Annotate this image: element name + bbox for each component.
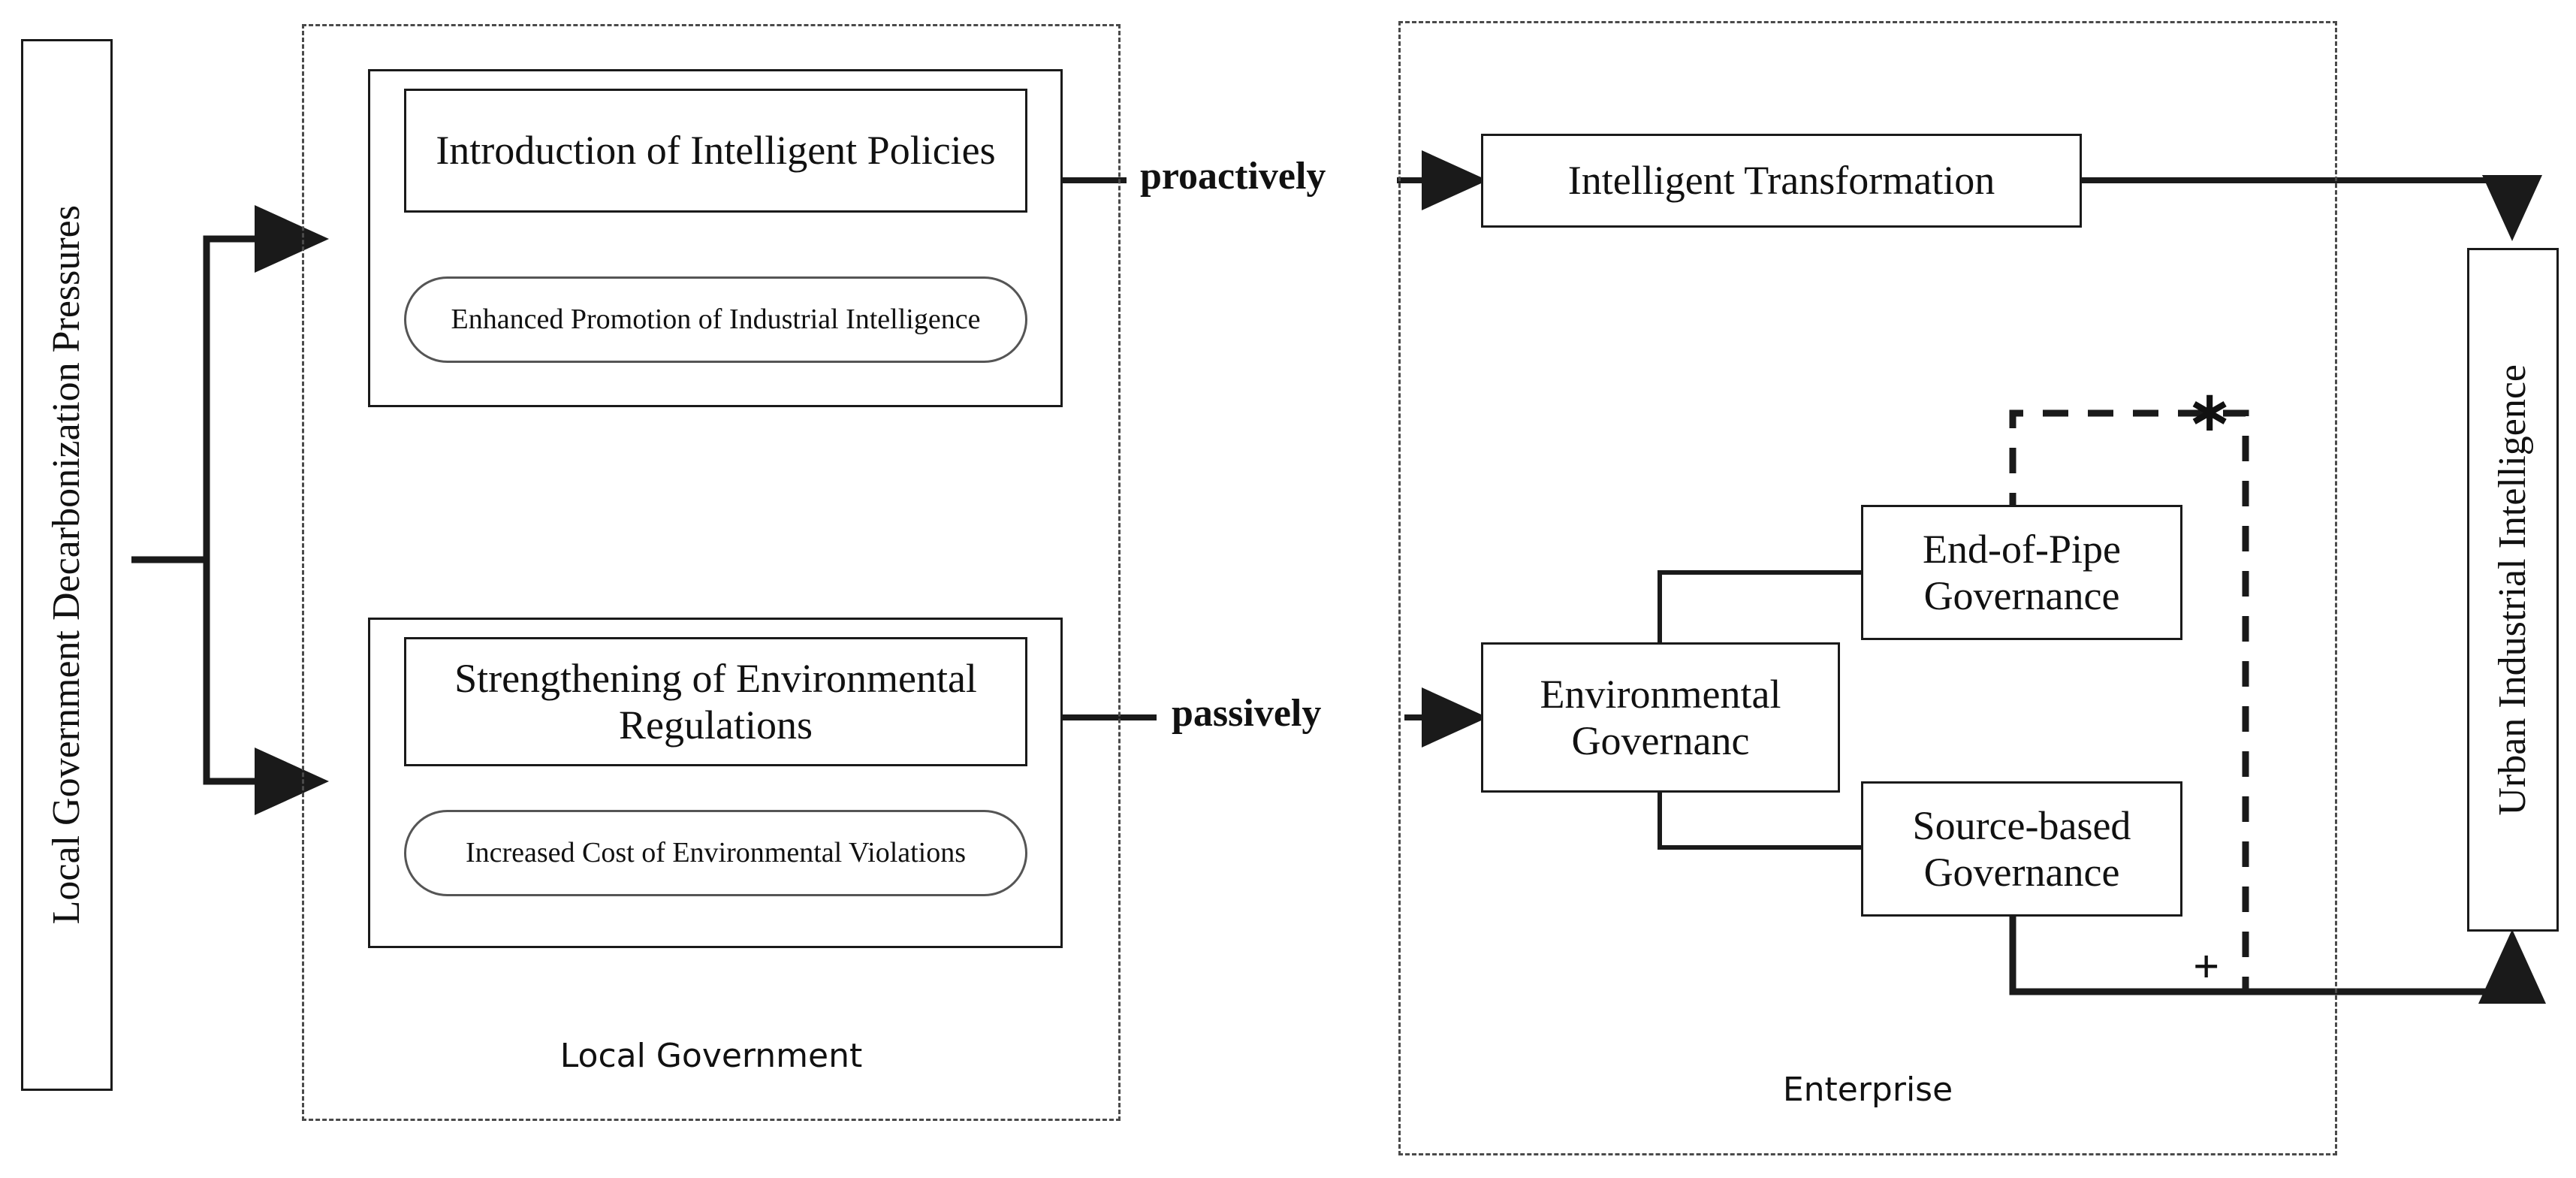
node-source-based-governance[interactable] (1861, 781, 2182, 917)
group-enterprise-label: Enterprise (1782, 1071, 1953, 1109)
node-environmental-governance[interactable] (1481, 642, 1840, 793)
node-source-based-governance-label: Source-based Governance (1912, 802, 2131, 895)
edge-pressures-branch (131, 239, 315, 781)
node-intelligent-policies[interactable] (404, 89, 1027, 213)
node-enhanced-promotion-label: Enhanced Promotion of Industrial Intelligence (451, 303, 981, 335)
pressures-label: Local Government Decarbonization Pressures (45, 205, 89, 925)
node-urban-industrial-intelligence[interactable] (2467, 248, 2559, 932)
node-end-of-pipe-governance-label: End-of-Pipe Governance (1923, 526, 2121, 618)
sign-negative: ∗ (2187, 382, 2233, 442)
node-urban-industrial-intelligence-label: Urban Industrial Intelligence (2491, 364, 2535, 816)
node-environmental-regulations-label: Strengthening of Environmental Regulations (454, 655, 977, 748)
node-environmental-regulations[interactable] (404, 637, 1027, 766)
node-intelligent-transformation[interactable] (1481, 134, 2082, 228)
edge-label-passively: passively (1172, 692, 1322, 735)
sign-positive: + (2193, 941, 2220, 992)
node-increased-cost[interactable] (404, 810, 1027, 896)
node-intelligent-policies-label: Introduction of Intelligent Policies (436, 128, 996, 174)
group-local-government-label: Local Government (560, 1037, 863, 1075)
local-government-pressures-block (21, 39, 113, 1091)
node-increased-cost-label: Increased Cost of Environmental Violations (465, 836, 967, 868)
edge-label-proactively: proactively (1140, 155, 1326, 198)
node-end-of-pipe-governance[interactable] (1861, 505, 2182, 640)
node-environmental-governance-label: Environmental Governanc (1540, 671, 1781, 763)
node-intelligent-transformation-label: Intelligent Transformation (1567, 158, 1995, 204)
node-enhanced-promotion[interactable] (404, 276, 1027, 363)
